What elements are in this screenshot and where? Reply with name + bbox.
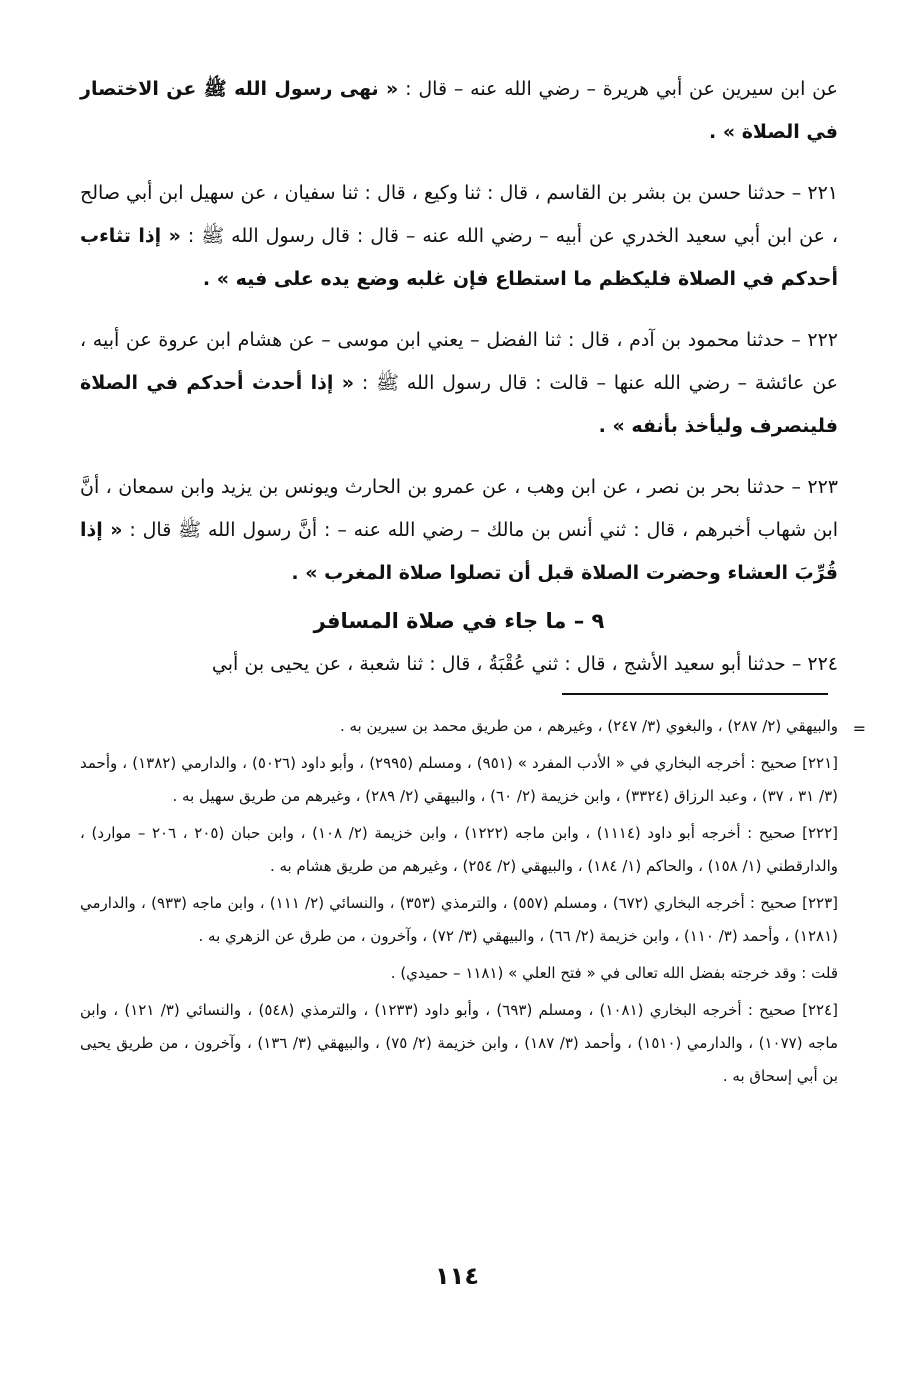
main-text: [80, 68, 838, 704]
footnote-222: [٢٢٢] صحيح : أخرجه أبو داود (١١١٤) ، وابن ماجه (١٢٢٢) ، وابن خزيمة (٢/ ١٠٨) ، وابن حبان (٢٠٥ ، ٢٠٦ – موارد) ، والدارقطني (١/ ١٥٨) ، والحاكم (١/ ١٨٤) ، والبيهقي (٢/ ٢٥٤) ، وغيرهم من طريق هشام به .: [80, 824, 839, 875]
hadith-text: « نهى رسول الله ﷺ عن الاختصار في الصلاة » .: [80, 78, 838, 143]
page-number: ١١٤: [435, 1262, 479, 1290]
hadith-224: ٢٢٤ – حدثنا أبو سعيد الأشج ، قال : ثني عُقْبَةُ ، قال : ثنا شعبة ، عن يحيى بن أبي: [211, 653, 838, 675]
hadith-223: [80, 466, 838, 595]
footnote-continuation-mark: =: [852, 719, 866, 738]
hadith-221-isnad: ٢٢١ – حدثنا حسن بن بشر بن القاسم ، قال : ثنا وكيع ، قال : ثنا سفيان ، عن سهيل ابن أبي صالح ، عن ابن أبي سعيد الخدري عن أبيه – رضي الله عنه – قال : قال رسول الله ﷺ :: [80, 182, 838, 247]
hadith-222-text: « إذا أحدث أحدكم في الصلاة فلينصرف وليأخذ بأنفه » .: [80, 372, 838, 437]
footnote-note: قلت : وقد خرجته بفضل الله تعالى في « فتح العلي » (١١٨١ – حميدي) .: [390, 964, 838, 982]
hadith-221-text: « إذا تثاءب أحدكم في الصلاة فليكظم ما استطاع فإن غلبه وضع يده على فيه » .: [80, 225, 838, 290]
hadith-223-isnad: ٢٢٣ – حدثنا بحر بن نصر ، عن ابن وهب ، عن عمرو بن الحارث ويونس بن يزيد وابن سمعان ، أنَّ ابن شهاب أخبرهم ، قال : ثني أنس بن مالك – رضي الله عنه – : أنَّ رسول الله ﷺ قال :: [80, 476, 839, 541]
footnote-separator: [562, 693, 828, 695]
footnotes: [80, 710, 866, 1097]
section-heading: ٩ – ما جاء في صلاة المسافر: [313, 609, 605, 633]
hadith-222: [80, 319, 838, 448]
footnote-221: [٢٢١] صحيح : أخرجه البخاري في « الأدب المفرد » (٩٥١) ، ومسلم (٢٩٩٥) ، وأبو داود (٥٠٢٦) ، والدارمي (١٣٨٢) ، وأحمد (٣/ ٣١ ، ٣٧) ، وعبد الرزاق (٣٣٢٤) ، وابن خزيمة (٢/ ٦٠) ، والبيهقي (٢/ ٢٨٩) ، وغيرهم من طريق سهيل به .: [80, 754, 838, 805]
hadith-223-text: « إذا قُرِّبَ العشاء وحضرت الصلاة قبل أن تصلوا صلاة المغرب » .: [80, 519, 838, 584]
footnote-continued: والبيهقي (٢/ ٢٨٧) ، والبغوي (٣/ ٢٤٧) ، وغيرهم ، من طريق محمد بن سيرين به .: [339, 717, 838, 735]
footnote-224: [٢٢٤] صحيح : أخرجه البخاري (١٠٨١) ، ومسلم (٦٩٣) ، وأبو داود (١٢٣٣) ، والترمذي (٥٤٨) ، والنسائي (٣/ ١٢١) ، وابن ماجه (١٠٧٧) ، والدارمي (١٥١٠) ، وأحمد (٣/ ١٨٧) ، وابن خزيمة (٢/ ٧٥) ، والبيهقي (٣/ ١٣٦) ، وآخرون ، من طريق يحيى بن أبي إسحاق به .: [80, 1001, 839, 1085]
paragraph-continuation: [80, 68, 838, 154]
hadith-222-isnad: ٢٢٢ – حدثنا محمود بن آدم ، قال : ثنا الفضل – يعني ابن موسى – عن هشام ابن عروة عن أبيه ، عن عائشة – رضي الله عنها – قالت : قال رسول الله ﷺ :: [80, 329, 838, 394]
footnote-223: [٢٢٣] صحيح : أخرجه البخاري (٦٧٢) ، ومسلم (٥٥٧) ، والترمذي (٣٥٣) ، والنسائي (٢/ ١١١) ، وابن ماجه (٩٣٣) ، والدارمي (١٢٨١) ، وأحمد (٣/ ١١٠) ، وابن خزيمة (٢/ ٦٦) ، والبيهقي (٣/ ٧٢) ، وآخرون ، من طرق عن الزهري به .: [80, 894, 838, 945]
paragraph-intro: عن ابن سيرين عن أبي هريرة – رضي الله عنه – قال :: [398, 78, 838, 100]
hadith-221: [80, 172, 838, 301]
